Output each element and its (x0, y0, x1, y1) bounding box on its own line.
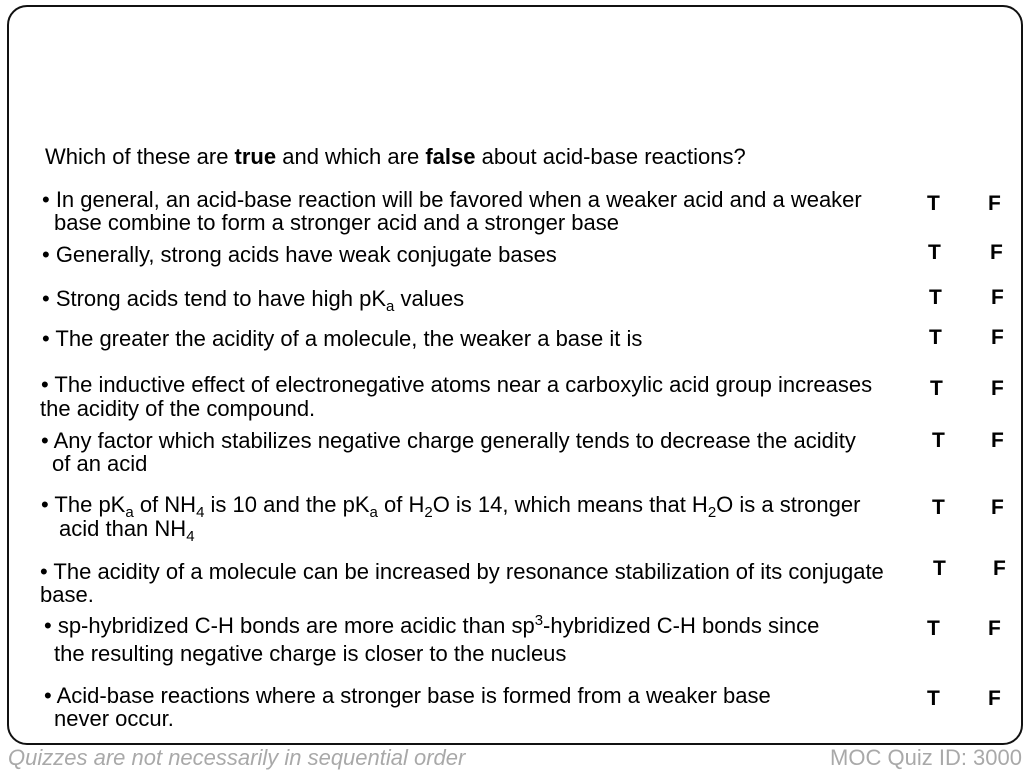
statement-text: • The pK (41, 492, 126, 517)
statement-line (44, 614, 819, 641)
question-text (45, 145, 746, 169)
statement-line (42, 188, 862, 212)
statement-line (41, 373, 872, 397)
false-option[interactable]: F (988, 617, 1001, 640)
statement-text: of H (377, 492, 425, 517)
statement-line (44, 684, 771, 708)
subscript: 2 (424, 504, 433, 521)
question-true-word: true (234, 144, 277, 169)
statement-text: • Generally, strong acids have weak conjugate bases (42, 242, 557, 267)
true-option[interactable]: T (933, 557, 946, 580)
statement-line (41, 429, 856, 453)
statement-line (42, 327, 642, 351)
statement-text: • The acidity of a molecule can be increased by resonance stabilization of its conjugate (40, 559, 884, 584)
true-option[interactable]: T (932, 429, 945, 452)
statement-line (40, 560, 884, 584)
statement-line (52, 452, 147, 476)
statement-line (42, 287, 464, 314)
statement-text: base combine to form a stronger acid and a stronger base (54, 210, 619, 235)
subscript: 4 (196, 504, 205, 521)
statement-text: O is a stronger (716, 492, 861, 517)
question-pre: Which of these are (45, 144, 235, 169)
statement-line (40, 583, 94, 607)
false-option[interactable]: F (991, 496, 1004, 519)
statement-text: the acidity of the compound. (40, 396, 316, 421)
statement-text: base. (40, 582, 94, 607)
statement-line (59, 517, 195, 544)
false-option[interactable]: F (990, 241, 1003, 264)
false-option[interactable]: F (991, 286, 1004, 309)
statement-line (54, 707, 174, 731)
statement-text: • Acid-base reactions where a stronger base is formed from a weaker base (44, 683, 771, 708)
false-option[interactable]: F (988, 687, 1001, 710)
statement-text: is 10 and the pK (204, 492, 370, 517)
statement-text: the resulting negative charge is closer to the nucleus (54, 641, 567, 666)
subscript: a (125, 504, 134, 521)
footer-note: Quizzes are not necessarily in sequential order (8, 745, 466, 770)
statement-line (42, 243, 557, 267)
true-option[interactable]: T (929, 286, 942, 309)
statement-text: of NH (133, 492, 197, 517)
false-option[interactable]: F (988, 192, 1001, 215)
false-option[interactable]: F (993, 557, 1006, 580)
statement-text: -hybridized C-H bonds since (543, 613, 820, 638)
true-option[interactable]: T (930, 377, 943, 400)
false-option[interactable]: F (991, 377, 1004, 400)
statement-text: • Strong acids tend to have high pK (42, 286, 387, 311)
statement-text: • Any factor which stabilizes negative charge generally tends to decrease the acidity (41, 428, 856, 453)
statement-line (54, 211, 619, 235)
statement-text: • The greater the acidity of a molecule, the weaker a base it is (42, 326, 643, 351)
true-option[interactable]: T (927, 687, 940, 710)
question-false-word: false (425, 144, 476, 169)
true-option[interactable]: T (927, 617, 940, 640)
false-option[interactable]: F (991, 429, 1004, 452)
statement-text: O is 14, which means that H (432, 492, 708, 517)
subscript: 4 (186, 528, 195, 545)
subscript: a (386, 298, 395, 315)
subscript: a (369, 504, 378, 521)
statement-text: never occur. (54, 706, 174, 731)
statement-text: • In general, an acid-base reaction will be favored when a weaker acid and a weaker (42, 187, 862, 212)
subscript: 2 (707, 504, 717, 521)
statement-text: • The inductive effect of electronegative atoms near a carboxylic acid group increases (41, 372, 873, 397)
quiz-id: MOC Quiz ID: 3000 (830, 745, 1022, 770)
false-option[interactable]: F (991, 326, 1004, 349)
superscript: 3 (534, 612, 544, 629)
true-option[interactable]: T (927, 192, 940, 215)
statement-text: • sp-hybridized C-H bonds are more acidic than sp (44, 613, 535, 638)
true-option[interactable]: T (929, 326, 942, 349)
statement-text: acid than NH (59, 516, 187, 541)
statement-text: values (394, 286, 465, 311)
statement-line (54, 642, 566, 666)
true-option[interactable]: T (932, 496, 945, 519)
true-option[interactable]: T (928, 241, 941, 264)
question-mid: and which are (276, 144, 426, 169)
statement-text: of an acid (52, 451, 148, 476)
statement-line (40, 397, 315, 421)
question-post: about acid-base reactions? (475, 144, 746, 169)
